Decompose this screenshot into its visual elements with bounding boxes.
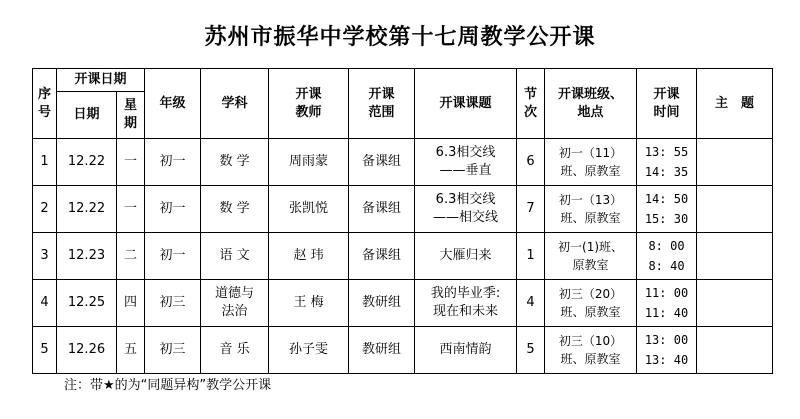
subject-text: 数 学 — [219, 154, 250, 169]
scope-text: 备课组 — [362, 154, 402, 169]
header-date-group: 开课日期 — [57, 69, 145, 92]
time-text: 14: 50 — [644, 192, 689, 206]
period-text: 5 — [526, 342, 535, 357]
weekday-cell — [117, 139, 145, 186]
period-cell — [517, 327, 545, 374]
subject-text: 道德与法治 — [215, 286, 255, 319]
subject-cell — [201, 327, 269, 374]
grade-cell — [145, 139, 201, 186]
period-cell — [517, 233, 545, 280]
seq-cell — [33, 186, 57, 233]
topic-cell — [415, 280, 517, 327]
topic-text: ——相交线 — [433, 210, 499, 225]
scope-cell — [349, 186, 415, 233]
seq-text: 1 — [40, 154, 49, 169]
topic-cell — [415, 327, 517, 374]
theme-cell — [697, 186, 773, 233]
subject-text: 音 乐 — [219, 342, 250, 357]
teacher-text: 张凯悦 — [289, 201, 329, 216]
subject-text: 数 学 — [219, 201, 250, 216]
theme-cell — [697, 139, 773, 186]
scope-text: 备课组 — [362, 201, 402, 216]
weekday-text: 一 — [124, 201, 138, 216]
date-text: 12.26 — [67, 342, 106, 357]
time-text: 11: 40 — [644, 306, 689, 320]
header-seq: 序号 — [33, 69, 57, 139]
subject-text: 语 文 — [219, 248, 250, 263]
time-cell — [637, 139, 697, 186]
seq-cell — [33, 233, 57, 280]
seq-text: 4 — [40, 295, 49, 310]
grade-text: 初一 — [159, 154, 186, 169]
date-cell — [57, 186, 117, 233]
weekday-cell — [117, 327, 145, 374]
scope-cell — [349, 139, 415, 186]
class-place-text: 初三（20） — [558, 287, 623, 301]
class-place-text: 班、原教室 — [560, 211, 621, 225]
teacher-cell — [269, 327, 349, 374]
header-grade: 年级 — [145, 69, 201, 139]
class-place-cell — [545, 280, 637, 327]
schedule-table — [32, 68, 773, 374]
table-row — [33, 186, 773, 233]
footnote: 注：带★的为“同题异构”教学公开课 — [64, 378, 272, 393]
period-cell — [517, 139, 545, 186]
topic-text: 西南情韵 — [439, 342, 492, 357]
table-row — [33, 233, 773, 280]
topic-text: ——垂直 — [439, 163, 492, 178]
scope-text: 教研组 — [362, 295, 402, 310]
scope-cell — [349, 233, 415, 280]
scope-cell — [349, 280, 415, 327]
weekday-cell — [117, 280, 145, 327]
grade-text: 初三 — [159, 295, 186, 310]
date-cell — [57, 280, 117, 327]
seq-text: 2 — [40, 201, 49, 216]
time-cell — [637, 280, 697, 327]
header-date: 日期 — [57, 92, 117, 139]
header-subject: 学科 — [201, 69, 269, 139]
grade-text: 初一 — [159, 201, 186, 216]
header-scope: 开课范围 — [349, 69, 415, 139]
seq-cell — [33, 327, 57, 374]
period-text: 6 — [526, 154, 535, 169]
class-place-cell — [545, 327, 637, 374]
time-text: 15: 30 — [644, 212, 689, 226]
topic-text: 6.3相交线 — [435, 192, 496, 207]
subject-cell — [201, 139, 269, 186]
period-text: 7 — [526, 201, 535, 216]
theme-cell — [697, 280, 773, 327]
grade-cell — [145, 280, 201, 327]
time-text: 11: 00 — [644, 286, 689, 300]
teacher-cell — [269, 186, 349, 233]
topic-text: 现在和未来 — [433, 304, 499, 319]
grade-cell — [145, 327, 201, 374]
seq-text: 5 — [40, 342, 49, 357]
time-text: 8: 00 — [648, 239, 685, 253]
weekday-text: 二 — [124, 248, 138, 263]
grade-cell — [145, 186, 201, 233]
header-teacher: 开课教师 — [269, 69, 349, 139]
date-text: 12.23 — [67, 248, 106, 263]
topic-cell — [415, 186, 517, 233]
teacher-cell — [269, 139, 349, 186]
topic-cell — [415, 139, 517, 186]
header-weekday: 星期 — [117, 92, 145, 139]
topic-text: 我的毕业季: — [430, 286, 501, 301]
topic-text: 6.3相交线 — [435, 145, 496, 160]
subject-cell — [201, 233, 269, 280]
date-text: 12.25 — [67, 295, 106, 310]
time-text: 13: 55 — [644, 145, 689, 159]
class-place-cell — [545, 233, 637, 280]
seq-cell — [33, 139, 57, 186]
weekday-cell — [117, 233, 145, 280]
topic-cell — [415, 233, 517, 280]
class-place-text: 班、原教室 — [560, 352, 621, 366]
time-cell — [637, 327, 697, 374]
teacher-text: 孙子雯 — [289, 342, 329, 357]
theme-cell — [697, 327, 773, 374]
weekday-text: 四 — [124, 295, 138, 310]
date-cell — [57, 139, 117, 186]
teacher-text: 赵 玮 — [293, 248, 324, 263]
date-cell — [57, 233, 117, 280]
header-class-place: 开课班级、地点 — [545, 69, 637, 139]
teacher-text: 王 梅 — [293, 295, 324, 310]
time-cell — [637, 186, 697, 233]
teacher-cell — [269, 280, 349, 327]
time-text: 13: 00 — [644, 333, 689, 347]
time-text: 13: 40 — [644, 353, 689, 367]
time-cell — [637, 233, 697, 280]
table-row — [33, 139, 773, 186]
table-row — [33, 280, 773, 327]
class-place-text: 班、原教室 — [560, 305, 621, 319]
grade-text: 初一 — [159, 248, 186, 263]
class-place-text: 原教室 — [572, 258, 609, 272]
date-text: 12.22 — [67, 201, 106, 216]
class-place-text: 初一(1)班、 — [558, 240, 624, 254]
grade-cell — [145, 233, 201, 280]
class-place-text: 班、原教室 — [560, 164, 621, 178]
class-place-text: 初一（13） — [558, 193, 623, 207]
scope-text: 教研组 — [362, 342, 402, 357]
teacher-text: 周雨蒙 — [289, 154, 329, 169]
header-time: 开课时间 — [637, 69, 697, 139]
date-text: 12.22 — [67, 154, 106, 169]
teacher-cell — [269, 233, 349, 280]
table-row — [33, 327, 773, 374]
topic-text: 大雁归来 — [439, 248, 492, 263]
theme-cell — [697, 233, 773, 280]
scope-cell — [349, 327, 415, 374]
class-place-cell — [545, 139, 637, 186]
grade-text: 初三 — [159, 342, 186, 357]
period-cell — [517, 280, 545, 327]
weekday-cell — [117, 186, 145, 233]
weekday-text: 五 — [124, 342, 138, 357]
class-place-text: 初一（11） — [558, 146, 623, 160]
subject-cell — [201, 280, 269, 327]
period-cell — [517, 186, 545, 233]
period-text: 4 — [526, 295, 535, 310]
seq-cell — [33, 280, 57, 327]
header-period: 节次 — [517, 69, 545, 139]
seq-text: 3 — [40, 248, 49, 263]
page-title: 苏州市振华中学校第十七周教学公开课 — [204, 24, 596, 50]
class-place-text: 初三（10） — [558, 334, 623, 348]
class-place-cell — [545, 186, 637, 233]
date-cell — [57, 327, 117, 374]
scope-text: 备课组 — [362, 248, 402, 263]
header-topic: 开课课题 — [415, 69, 517, 139]
weekday-text: 一 — [124, 154, 138, 169]
header-theme: 主 题 — [697, 69, 773, 139]
subject-cell — [201, 186, 269, 233]
period-text: 1 — [526, 248, 535, 263]
time-text: 8: 40 — [648, 259, 685, 273]
time-text: 14: 35 — [644, 165, 689, 179]
